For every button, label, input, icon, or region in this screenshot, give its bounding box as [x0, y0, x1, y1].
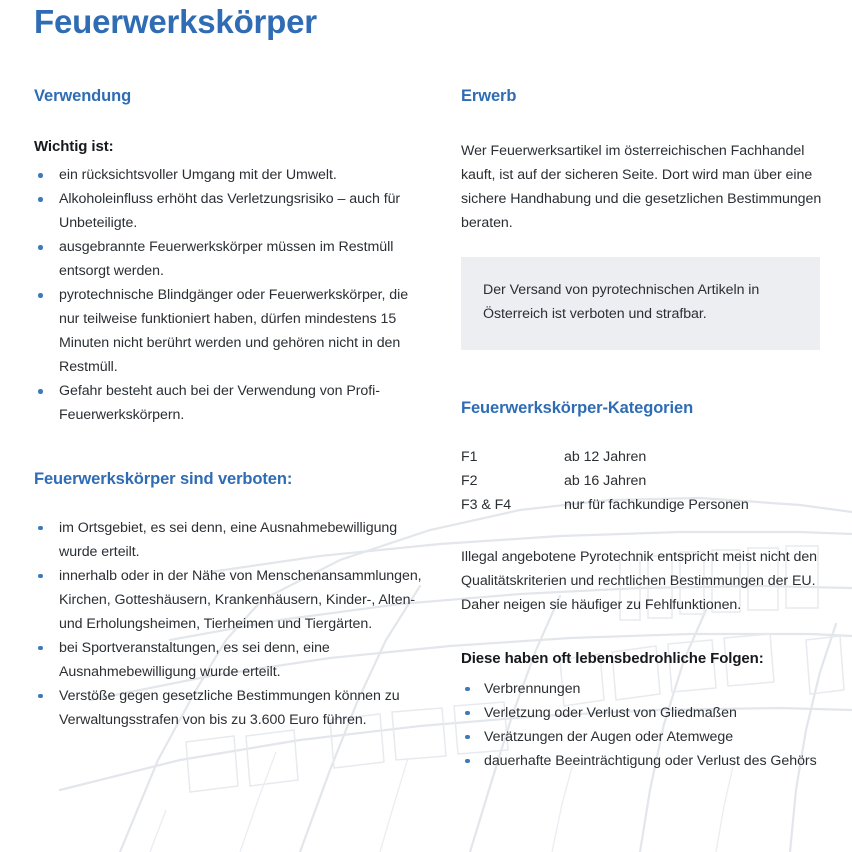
category-key: F3 & F4 [461, 497, 512, 514]
list-item [461, 749, 836, 773]
left-column [34, 0, 424, 732]
bullet-dot-icon [465, 759, 470, 764]
important-bullet-list [34, 163, 424, 427]
page-title: Feuerwerkskörper [34, 3, 317, 40]
list-item-text: Verätzungen der Augen oder Atemwege [484, 728, 734, 745]
list-item-text: ein rücksichtsvoller Umgang mit der Umwelt. [59, 167, 337, 184]
list-item-text: Verstöße gegen gesetzliche Bestimmungen können zu Verwaltungsstrafen von bis zu 3.600 Euro führen. [59, 687, 400, 728]
list-item [461, 701, 836, 725]
bullet-dot-icon [38, 526, 43, 531]
acquisition-paragraph: Wer Feuerwerksartikel im österreichischen Fachhandel kauft, ist auf der sicheren Seite. Dort wird man über eine sichere Handhabung und die gesetzlichen Bestimmungen beraten. [461, 142, 822, 231]
bullet-dot-icon [38, 173, 43, 178]
bullet-dot-icon [465, 687, 470, 692]
list-item [34, 684, 424, 732]
bullet-dot-icon [465, 735, 470, 740]
list-item-text: Verbrennungen [484, 680, 581, 697]
list-item [34, 163, 424, 187]
bullet-dot-icon [38, 245, 43, 250]
section-heading-kategorien: Feuerwerkskörper-Kategorien [461, 398, 694, 417]
table-row [461, 493, 749, 517]
list-item [34, 235, 424, 283]
list-item [34, 379, 424, 427]
table-row [461, 445, 749, 469]
section-heading-verboten: Feuerwerkskörper sind verboten: [34, 470, 293, 489]
right-column [461, 0, 836, 773]
list-item-text: ausgebrannte Feuerwerkskörper müssen im Restmüll entsorgt werden. [59, 239, 394, 280]
category-key: F1 [461, 449, 478, 466]
bullet-dot-icon [38, 389, 43, 394]
category-key: F2 [461, 473, 478, 490]
list-item [34, 283, 424, 379]
list-item-text: bei Sportveranstaltungen, es sei denn, eine Ausnahmebewilligung wurde erteilt. [59, 639, 330, 680]
bullet-dot-icon [38, 197, 43, 202]
callout-text: Der Versand von pyrotechnischen Artikeln in Österreich ist verboten und strafbar. [483, 281, 760, 322]
list-item-text: Alkoholeinfluss erhöht das Verletzungsrisiko – auch für Unbeteiligte. [59, 191, 401, 232]
shipping-ban-callout [461, 257, 820, 350]
list-item-text: Verletzung oder Verlust von Gliedmaßen [484, 704, 737, 721]
list-item [461, 725, 836, 749]
section-heading-erwerb: Erwerb [461, 87, 517, 105]
bullet-dot-icon [38, 694, 43, 699]
category-value: ab 16 Jahren [564, 473, 647, 490]
bullet-dot-icon [38, 293, 43, 298]
table-row [461, 469, 749, 493]
list-item [461, 677, 836, 701]
list-item-text: im Ortsgebiet, es sei denn, eine Ausnahmebewilligung wurde erteilt. [59, 519, 398, 560]
category-value: nur für fachkundige Personen [564, 497, 749, 514]
list-item-text: Gefahr besteht auch bei der Verwendung von Profi-Feuerwerkskörpern. [59, 383, 380, 424]
list-item [34, 187, 424, 235]
subheading-folgen: Diese haben oft lebensbedrohliche Folgen: [461, 650, 764, 668]
bullet-dot-icon [38, 646, 43, 651]
categories-table [461, 445, 749, 517]
list-item [34, 516, 424, 564]
list-item [34, 564, 424, 636]
list-item-text: innerhalb oder in der Nähe von Menschenansammlungen, Kirchen, Gotteshäusern, Krankenhäusern, Kinder-, Alten- und Erholungsheimen, Tierheimen und Tiergärten. [59, 567, 422, 632]
consequences-bullet-list [461, 677, 836, 773]
list-item-text: dauerhafte Beeinträchtigung oder Verlust des Gehörs [484, 752, 817, 769]
illegal-pyrotechnics-paragraph: Illegal angebotene Pyrotechnik entspricht meist nicht den Qualitätskriterien und rechtlichen Bestimmungen der EU. Daher neigen sie häufiger zu Fehlfunktionen. [461, 549, 817, 614]
list-item-text: pyrotechnische Blindgänger oder Feuerwerkskörper, die nur teilweise funktioniert haben, dürfen mindestens 15 Minuten nicht berührt werden und gehören nicht in den Restmüll. [59, 287, 409, 376]
bullet-dot-icon [465, 711, 470, 716]
list-item [34, 636, 424, 684]
forbidden-bullet-list [34, 516, 424, 732]
section-heading-verwendung: Verwendung [34, 87, 132, 105]
bullet-dot-icon [38, 574, 43, 579]
category-value: ab 12 Jahren [564, 449, 647, 466]
subheading-wichtig-ist: Wichtig ist: [34, 137, 114, 155]
